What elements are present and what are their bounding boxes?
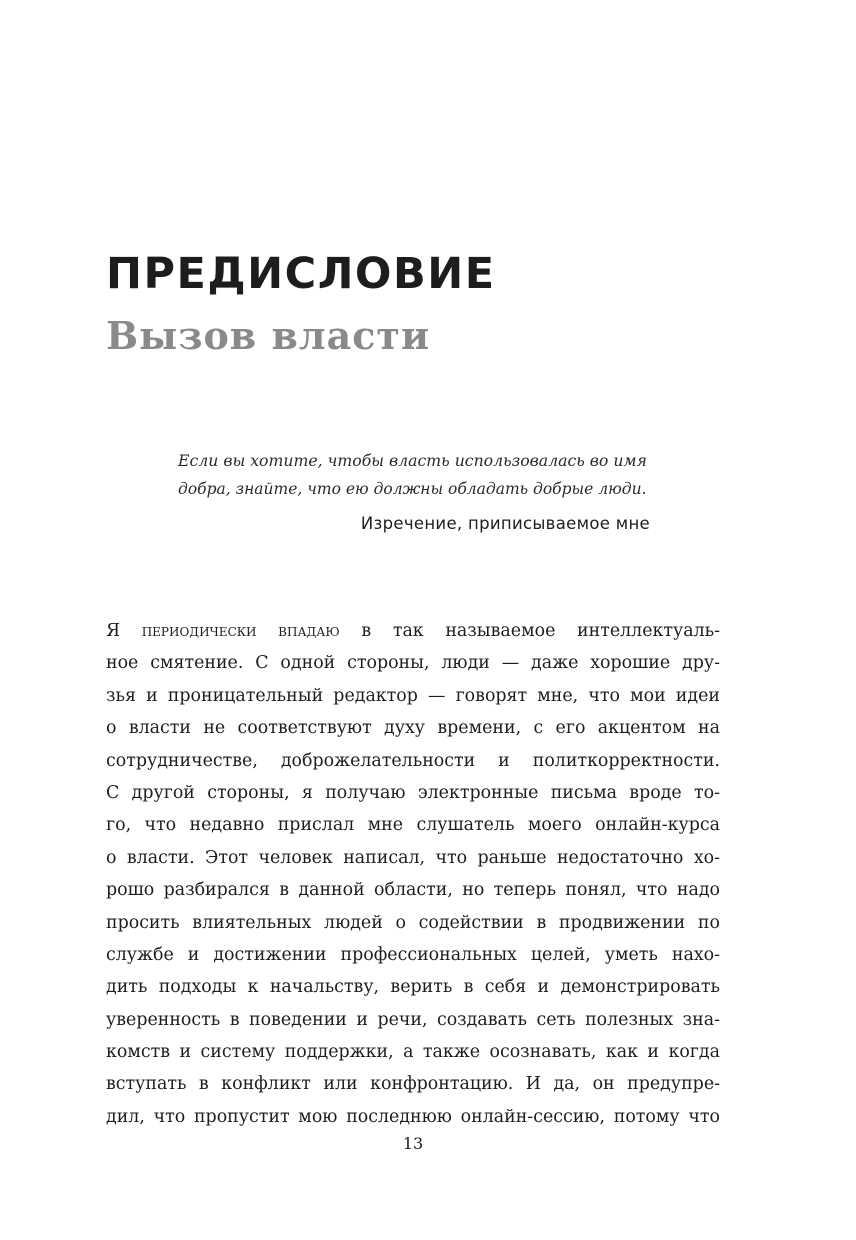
body-line: комств и систему поддержки, а также осознавать, как и когда (106, 1042, 720, 1063)
chapter-title: ПРЕДИСЛОВИЕ (106, 249, 496, 299)
body-line: просить влиятельных людей о содействии в продвижении по (106, 912, 720, 933)
paragraph-lead-in: Я периодически впадаю (106, 621, 340, 641)
body-line: дить подходы к начальству, верить в себя и демонстрировать (106, 977, 720, 998)
body-line-text: в так называемое интеллектуаль- (339, 621, 720, 641)
body-line: о власти не соответствуют духу времени, с его акцентом на (106, 718, 720, 739)
page-number: 13 (402, 1134, 424, 1153)
epigraph-quote (178, 446, 650, 504)
epigraph-attribution: Изречение, приписываемое мне (360, 514, 650, 533)
epigraph-line: добра, знайте, что ею должны обладать добрые люди. (178, 480, 647, 498)
body-line: уверенность в поведении и речи, создавать сеть полезных зна- (106, 1009, 720, 1030)
body-line: о власти. Этот человек написал, что раньше недостаточно хо- (106, 847, 720, 868)
body-paragraph (106, 615, 720, 1133)
epigraph-line: Если вы хотите, чтобы власть использовалась во имя (178, 451, 647, 470)
body-line: сотрудничестве, доброжелательности и политкорректности. (106, 750, 720, 771)
body-line: зья и проницательный редактор — говорят мне, что мои идеи (106, 685, 720, 706)
body-line: вступать в конфликт или конфронтацию. И да, он предупре- (106, 1074, 720, 1095)
body-line: рошо разбирался в данной области, но теперь понял, что надо (106, 880, 720, 901)
body-line: дил, что пропустит мою последнюю онлайн-сессию, потому что (106, 1106, 720, 1127)
chapter-subtitle: Вызов власти (106, 313, 431, 358)
body-line (106, 615, 720, 647)
epigraph (178, 446, 650, 537)
body-line: ное смятение. С одной стороны, люди — даже хорошие дру- (106, 653, 720, 674)
body-line: С другой стороны, я получаю электронные письма вроде то- (106, 782, 720, 803)
body-line: го, что недавно прислал мне слушатель моего онлайн-курса (106, 815, 720, 836)
body-line: службе и достижении профессиональных целей, уметь нахо- (106, 944, 720, 965)
